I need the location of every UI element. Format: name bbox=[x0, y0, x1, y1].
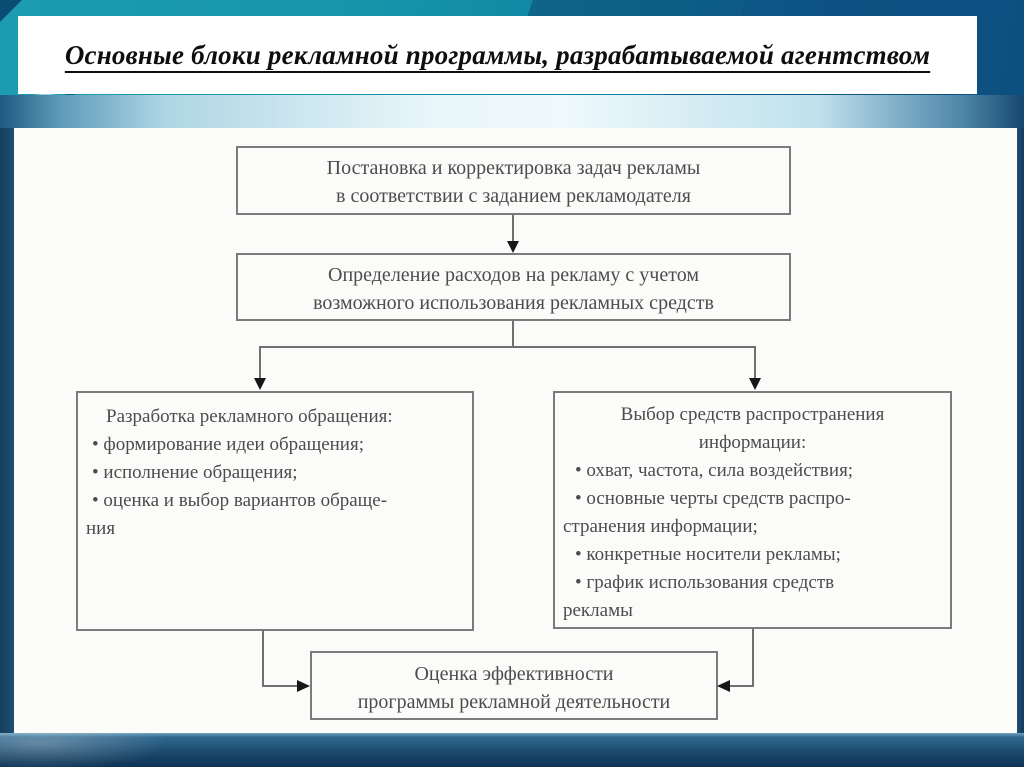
slide-title: Основные блоки рекламной программы, разрабатываемой агентством bbox=[64, 39, 931, 70]
connector-line bbox=[259, 346, 756, 348]
box-text-line: • оценка и выбор вариантов обраще- bbox=[92, 490, 388, 511]
box-text-line: ния bbox=[86, 518, 116, 539]
connector-line bbox=[262, 685, 298, 687]
right-edge-strip bbox=[1017, 128, 1024, 767]
box-text-line: Определение расходов на рекламу с учетом bbox=[328, 264, 699, 286]
box-text-line: • график использования средств bbox=[575, 572, 835, 593]
background-decoration bbox=[0, 733, 1024, 767]
arrow-down-icon bbox=[507, 241, 519, 253]
connector-line bbox=[729, 685, 754, 687]
flowchart-box-media-selection bbox=[553, 391, 952, 629]
box-text-line: Постановка и корректировка задач рекламы bbox=[326, 157, 701, 179]
box-text-line: возможного использования рекламных средств bbox=[313, 292, 714, 314]
connector-line bbox=[262, 630, 264, 687]
box-text-line: странения информации; bbox=[563, 516, 758, 537]
connector-line bbox=[512, 321, 514, 347]
connector-line bbox=[754, 346, 756, 380]
arrow-left-icon bbox=[717, 680, 730, 692]
gradient-divider-band bbox=[0, 95, 1024, 128]
box-text-line: • охват, частота, сила воздействия; bbox=[575, 460, 854, 481]
arrow-right-icon bbox=[297, 680, 310, 692]
box-text-line: Выбор средств распространения bbox=[620, 404, 885, 425]
box-text-line: рекламы bbox=[563, 600, 633, 621]
box-text-line: • конкретные носители рекламы; bbox=[575, 544, 841, 565]
box-text-line: Разработка рекламного обращения: bbox=[106, 406, 393, 427]
box-text-line: • исполнение обращения; bbox=[92, 462, 298, 483]
box-text-line: в соответствии с заданием рекламодателя bbox=[336, 185, 691, 207]
box-text-line: информации: bbox=[698, 432, 807, 453]
connector-line bbox=[259, 346, 261, 380]
box-text-line: Оценка эффективности bbox=[414, 663, 614, 685]
arrow-down-icon bbox=[749, 378, 761, 390]
box-text-line: • формирование идеи обращения; bbox=[92, 434, 364, 455]
box-text-line: • основные черты средств распро- bbox=[575, 488, 851, 509]
slide-title-bar bbox=[18, 16, 977, 94]
flowchart-box-effectiveness-evaluation bbox=[310, 651, 718, 720]
connector-line bbox=[752, 629, 754, 687]
bottom-background-bar bbox=[0, 733, 1024, 767]
flowchart-box-message-development bbox=[76, 391, 474, 631]
flowchart-box-budget bbox=[236, 253, 791, 321]
flowchart-box-task-setting bbox=[236, 146, 791, 215]
connector-line bbox=[512, 215, 514, 243]
left-edge-strip bbox=[0, 128, 14, 767]
arrow-down-icon bbox=[254, 378, 266, 390]
box-text-line: программы рекламной деятельности bbox=[357, 691, 671, 713]
